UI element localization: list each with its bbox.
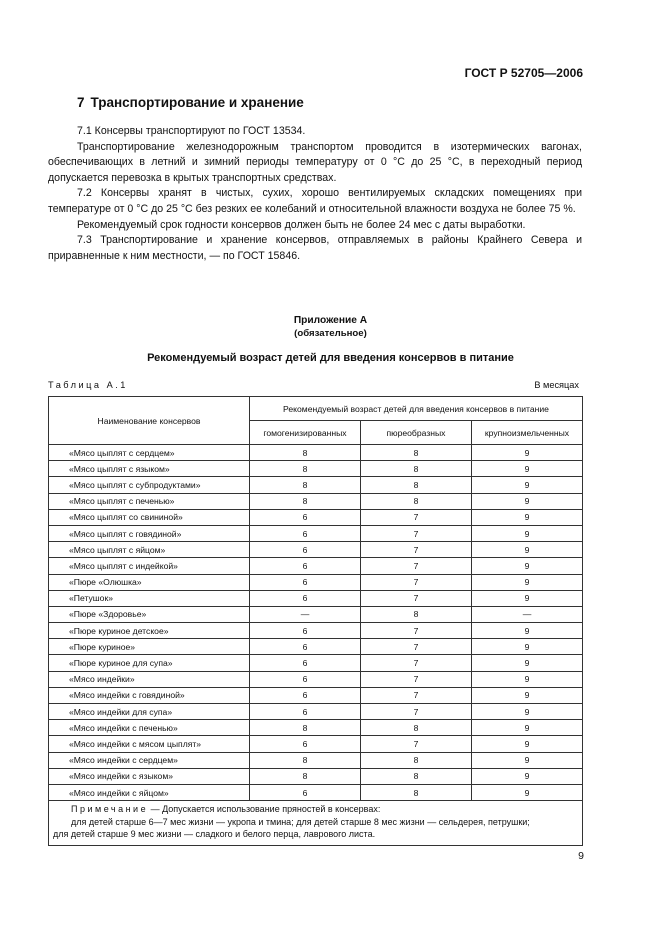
table-row: [49, 558, 583, 574]
product-name: «Пюре куриное»: [49, 639, 250, 655]
product-name: «Мясо индейки с говядиной»: [49, 687, 250, 703]
age-value: 9: [472, 639, 583, 655]
age-value: 7: [361, 704, 472, 720]
age-value: 7: [361, 509, 472, 525]
age-value: 9: [472, 493, 583, 509]
product-name: «Мясо цыплят со свининой»: [49, 509, 250, 525]
age-value: 8: [361, 445, 472, 461]
column-group-header: Рекомендуемый возраст детей для введения консервов в питание: [250, 397, 583, 421]
age-value: 6: [250, 509, 361, 525]
product-name: «Мясо цыплят с субпродуктами»: [49, 477, 250, 493]
age-value: 7: [361, 639, 472, 655]
age-value: 8: [361, 784, 472, 800]
age-value: 9: [472, 784, 583, 800]
age-value: 8: [250, 477, 361, 493]
product-name: «Мясо цыплят с сердцем»: [49, 445, 250, 461]
table-row: [49, 720, 583, 736]
paragraph: 7.1 Консервы транспортируют по ГОСТ 13534.: [77, 125, 306, 137]
table-row: [49, 461, 583, 477]
appendix-label: Приложение А: [293, 315, 368, 326]
table-row: [49, 655, 583, 671]
age-value: 8: [250, 720, 361, 736]
table-row: [49, 493, 583, 509]
table-caption: Таблица А.1: [48, 380, 128, 390]
age-value: 7: [361, 574, 472, 590]
table-row: [49, 445, 583, 461]
product-name: «Пюре куриное детское»: [49, 623, 250, 639]
product-name: «Мясо цыплят с печенью»: [49, 493, 250, 509]
product-name: «Мясо индейки с сердцем»: [49, 752, 250, 768]
age-value: 6: [250, 574, 361, 590]
paragraph: 7.3 Транспортирование и хранение консервов, отправляемых в районы Крайнего Севера и приравненные к ним местности, — по ГОСТ 15846.: [48, 234, 582, 262]
age-value: 7: [361, 590, 472, 606]
product-name: «Мясо цыплят с говядиной»: [49, 525, 250, 541]
age-value: 6: [250, 558, 361, 574]
column-header: гомогенизированных: [250, 421, 361, 445]
section-heading: Транспортирование и хранение: [90, 95, 304, 110]
age-value: 9: [472, 736, 583, 752]
age-value: 9: [472, 542, 583, 558]
column-header: пюреобразных: [361, 421, 472, 445]
age-value: 9: [472, 445, 583, 461]
table-row: [49, 784, 583, 800]
age-value: 9: [472, 671, 583, 687]
age-value: 9: [472, 752, 583, 768]
product-name: «Мясо индейки»: [49, 671, 250, 687]
table-row: [49, 509, 583, 525]
table-row: [49, 574, 583, 590]
age-value: 6: [250, 639, 361, 655]
table-row: [49, 542, 583, 558]
table-note: [49, 801, 583, 846]
note-line: для детей старше 6—7 мес жизни — укропа и тмина; для детей старше 8 мес жизни — сельдерея, петрушки;: [71, 816, 530, 827]
table-row: [49, 752, 583, 768]
table-row: [49, 639, 583, 655]
section-body: [48, 124, 582, 264]
product-name: «Мясо индейки с мясом цыплят»: [49, 736, 250, 752]
age-value: 6: [250, 784, 361, 800]
paragraph: Рекомендуемый срок годности консервов должен быть не более 24 мес с даты выработки.: [77, 218, 526, 231]
age-value: 9: [472, 590, 583, 606]
product-name: «Мясо индейки для супа»: [49, 704, 250, 720]
note-intro: — Допускается использование пряностей в консервах:: [150, 804, 381, 815]
age-value: 8: [361, 493, 472, 509]
age-value: 6: [250, 525, 361, 541]
product-name: «Мясо индейки с яйцом»: [49, 784, 250, 800]
age-value: 6: [250, 590, 361, 606]
age-value: 8: [361, 461, 472, 477]
table-row: [49, 623, 583, 639]
appendix-status: (обязательное): [294, 328, 367, 339]
column-header: крупноизмельченных: [472, 421, 583, 445]
age-value: 7: [361, 623, 472, 639]
product-name: «Мясо цыплят с яйцом»: [49, 542, 250, 558]
age-value: 9: [472, 655, 583, 671]
age-value: 9: [472, 509, 583, 525]
age-value: 6: [250, 736, 361, 752]
age-value: 8: [361, 768, 472, 784]
age-value: 7: [361, 736, 472, 752]
note-line: для детей старше 9 мес жизни — сладкого и белого перца, лаврового листа.: [53, 829, 376, 840]
age-value: —: [472, 606, 583, 622]
age-value: 9: [472, 720, 583, 736]
age-value: 9: [472, 704, 583, 720]
age-value: 6: [250, 671, 361, 687]
table-body: [49, 445, 583, 801]
document-code: ГОСТ Р 52705—2006: [464, 66, 583, 80]
age-value: 9: [472, 525, 583, 541]
column-header-name: Наименование консервов: [49, 397, 250, 445]
section-number: 7: [77, 95, 85, 110]
product-name: «Петушок»: [49, 590, 250, 606]
age-value: —: [250, 606, 361, 622]
table-row: [49, 704, 583, 720]
age-value: 6: [250, 542, 361, 558]
product-name: «Пюре куриное для супа»: [49, 655, 250, 671]
age-value: 7: [361, 525, 472, 541]
age-value: 8: [361, 606, 472, 622]
product-name: «Мясо индейки с языком»: [49, 768, 250, 784]
age-value: 8: [361, 752, 472, 768]
paragraph: Транспортирование железнодорожным транспортом проводится в изотермических вагонах, обеспечивающих в летний и зимний периоды температуру от 0 °С до 25 °С, в переходный период допускается перевозка в крытых транспортных средствах.: [48, 140, 582, 184]
age-value: 8: [361, 477, 472, 493]
table-row: [49, 590, 583, 606]
paragraph: 7.2 Консервы хранят в чистых, сухих, хорошо вентилируемых складских помещениях при температуре от 0 °С до 25 °С без резких ее колебаний и относительной влажности воздуха не более 75 %.: [48, 187, 582, 215]
product-name: «Мясо цыплят с языком»: [49, 461, 250, 477]
page-number: 9: [578, 850, 584, 862]
age-value: 8: [250, 461, 361, 477]
age-value: 7: [361, 671, 472, 687]
age-value: 6: [250, 687, 361, 703]
age-value: 9: [472, 477, 583, 493]
table-row: [49, 768, 583, 784]
product-name: «Пюре «Олюшка»: [49, 574, 250, 590]
product-name: «Мясо индейки с печенью»: [49, 720, 250, 736]
table-row: [49, 525, 583, 541]
age-table: [48, 396, 583, 846]
table-row: [49, 477, 583, 493]
age-value: 8: [250, 752, 361, 768]
age-value: 7: [361, 655, 472, 671]
age-value: 9: [472, 623, 583, 639]
table-row: [49, 671, 583, 687]
age-value: 6: [250, 704, 361, 720]
age-value: 8: [361, 720, 472, 736]
product-name: «Пюре «Здоровье»: [49, 606, 250, 622]
age-value: 9: [472, 461, 583, 477]
age-value: 9: [472, 768, 583, 784]
age-value: 7: [361, 558, 472, 574]
age-value: 9: [472, 574, 583, 590]
table-row: [49, 736, 583, 752]
age-value: 8: [250, 768, 361, 784]
section-title: [77, 95, 310, 110]
age-value: 6: [250, 655, 361, 671]
product-name: «Мясо цыплят с индейкой»: [49, 558, 250, 574]
age-value: 8: [250, 493, 361, 509]
appendix-title: Рекомендуемый возраст детей для введения консервов в питание: [147, 352, 514, 364]
age-value: 8: [250, 445, 361, 461]
age-value: 6: [250, 623, 361, 639]
age-value: 9: [472, 558, 583, 574]
age-value: 7: [361, 687, 472, 703]
age-value: 9: [472, 687, 583, 703]
table-row: [49, 687, 583, 703]
table-row: [49, 606, 583, 622]
age-value: 7: [361, 542, 472, 558]
table-units: В месяцах: [534, 380, 579, 390]
note-label: Примечание: [71, 804, 149, 815]
